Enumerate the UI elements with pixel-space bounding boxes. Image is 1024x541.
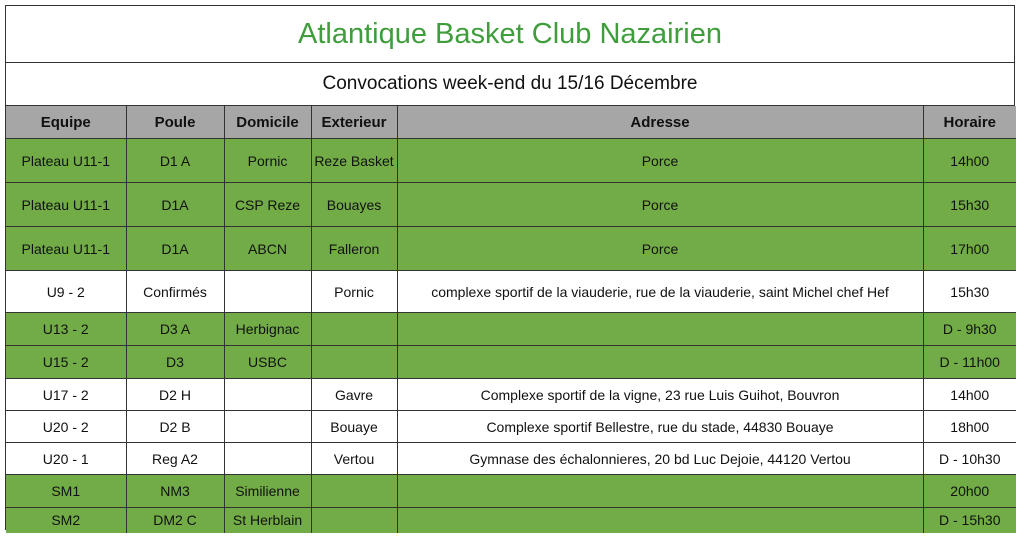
cell-horaire: D - 15h30 (923, 508, 1016, 533)
cell-horaire: D - 9h30 (923, 313, 1016, 346)
cell-exterieur (311, 346, 397, 379)
cell-domicile (224, 379, 311, 411)
table-row (6, 139, 1016, 183)
cell-poule: D3 (126, 346, 224, 379)
cell-adresse: complexe sportif de la viauderie, rue de la viauderie, saint Michel chef Hef (397, 271, 923, 313)
cell-horaire: 14h00 (923, 379, 1016, 411)
table-row (6, 475, 1016, 508)
cell-domicile: CSP Reze (224, 183, 311, 227)
cell-exterieur: Falleron (311, 227, 397, 271)
cell-equipe: Plateau U11-1 (6, 139, 126, 183)
header-adresse: Adresse (397, 106, 923, 139)
header-domicile: Domicile (224, 106, 311, 139)
cell-exterieur: Pornic (311, 271, 397, 313)
cell-horaire: D - 11h00 (923, 346, 1016, 379)
header-poule: Poule (126, 106, 224, 139)
cell-exterieur (311, 508, 397, 533)
club-title: Atlantique Basket Club Nazairien (6, 6, 1014, 63)
table-row (6, 227, 1016, 271)
header-equipe: Equipe (6, 106, 126, 139)
cell-domicile: St Herblain (224, 508, 311, 533)
table-row (6, 443, 1016, 475)
cell-exterieur: Reze Basket (311, 139, 397, 183)
cell-domicile (224, 411, 311, 443)
table-row (6, 183, 1016, 227)
cell-horaire: 18h00 (923, 411, 1016, 443)
weekend-subtitle: Convocations week-end du 15/16 Décembre (6, 63, 1014, 106)
cell-adresse (397, 313, 923, 346)
cell-domicile (224, 443, 311, 475)
cell-adresse: Porce (397, 139, 923, 183)
table-row (6, 411, 1016, 443)
cell-poule: D1A (126, 183, 224, 227)
table-header-row (6, 106, 1016, 139)
cell-exterieur: Bouayes (311, 183, 397, 227)
cell-domicile: Pornic (224, 139, 311, 183)
cell-equipe: SM2 (6, 508, 126, 533)
cell-adresse (397, 475, 923, 508)
table-body (6, 139, 1016, 533)
table-row (6, 379, 1016, 411)
cell-poule: D1 A (126, 139, 224, 183)
cell-horaire: 17h00 (923, 227, 1016, 271)
cell-horaire: 20h00 (923, 475, 1016, 508)
cell-horaire: 14h00 (923, 139, 1016, 183)
cell-equipe: U9 - 2 (6, 271, 126, 313)
cell-horaire: D - 10h30 (923, 443, 1016, 475)
cell-poule: D3 A (126, 313, 224, 346)
table-row (6, 346, 1016, 379)
cell-adresse (397, 508, 923, 533)
cell-exterieur (311, 313, 397, 346)
header-exterieur: Exterieur (311, 106, 397, 139)
cell-horaire: 15h30 (923, 183, 1016, 227)
table-row (6, 271, 1016, 313)
cell-adresse (397, 346, 923, 379)
cell-exterieur: Bouaye (311, 411, 397, 443)
header-horaire: Horaire (923, 106, 1016, 139)
cell-horaire: 15h30 (923, 271, 1016, 313)
convocations-sheet (5, 5, 1015, 530)
cell-exterieur: Vertou (311, 443, 397, 475)
cell-poule: DM2 C (126, 508, 224, 533)
table-row (6, 313, 1016, 346)
cell-equipe: SM1 (6, 475, 126, 508)
cell-equipe: Plateau U11-1 (6, 227, 126, 271)
schedule-table (6, 106, 1016, 533)
cell-poule: D1A (126, 227, 224, 271)
cell-adresse: Gymnase des échalonnieres, 20 bd Luc Dejoie, 44120 Vertou (397, 443, 923, 475)
cell-poule: Reg A2 (126, 443, 224, 475)
cell-exterieur: Gavre (311, 379, 397, 411)
cell-adresse: Complexe sportif de la vigne, 23 rue Luis Guihot, Bouvron (397, 379, 923, 411)
cell-poule: D2 H (126, 379, 224, 411)
cell-poule: D2 B (126, 411, 224, 443)
cell-domicile (224, 271, 311, 313)
cell-poule: NM3 (126, 475, 224, 508)
cell-equipe: U20 - 2 (6, 411, 126, 443)
cell-equipe: U20 - 1 (6, 443, 126, 475)
cell-domicile: ABCN (224, 227, 311, 271)
cell-poule: Confirmés (126, 271, 224, 313)
cell-equipe: U15 - 2 (6, 346, 126, 379)
cell-adresse: Complexe sportif Bellestre, rue du stade, 44830 Bouaye (397, 411, 923, 443)
cell-equipe: U17 - 2 (6, 379, 126, 411)
cell-adresse: Porce (397, 227, 923, 271)
cell-domicile: Similienne (224, 475, 311, 508)
cell-equipe: U13 - 2 (6, 313, 126, 346)
cell-domicile: USBC (224, 346, 311, 379)
table-row (6, 508, 1016, 533)
cell-exterieur (311, 475, 397, 508)
cell-adresse: Porce (397, 183, 923, 227)
cell-equipe: Plateau U11-1 (6, 183, 126, 227)
cell-domicile: Herbignac (224, 313, 311, 346)
